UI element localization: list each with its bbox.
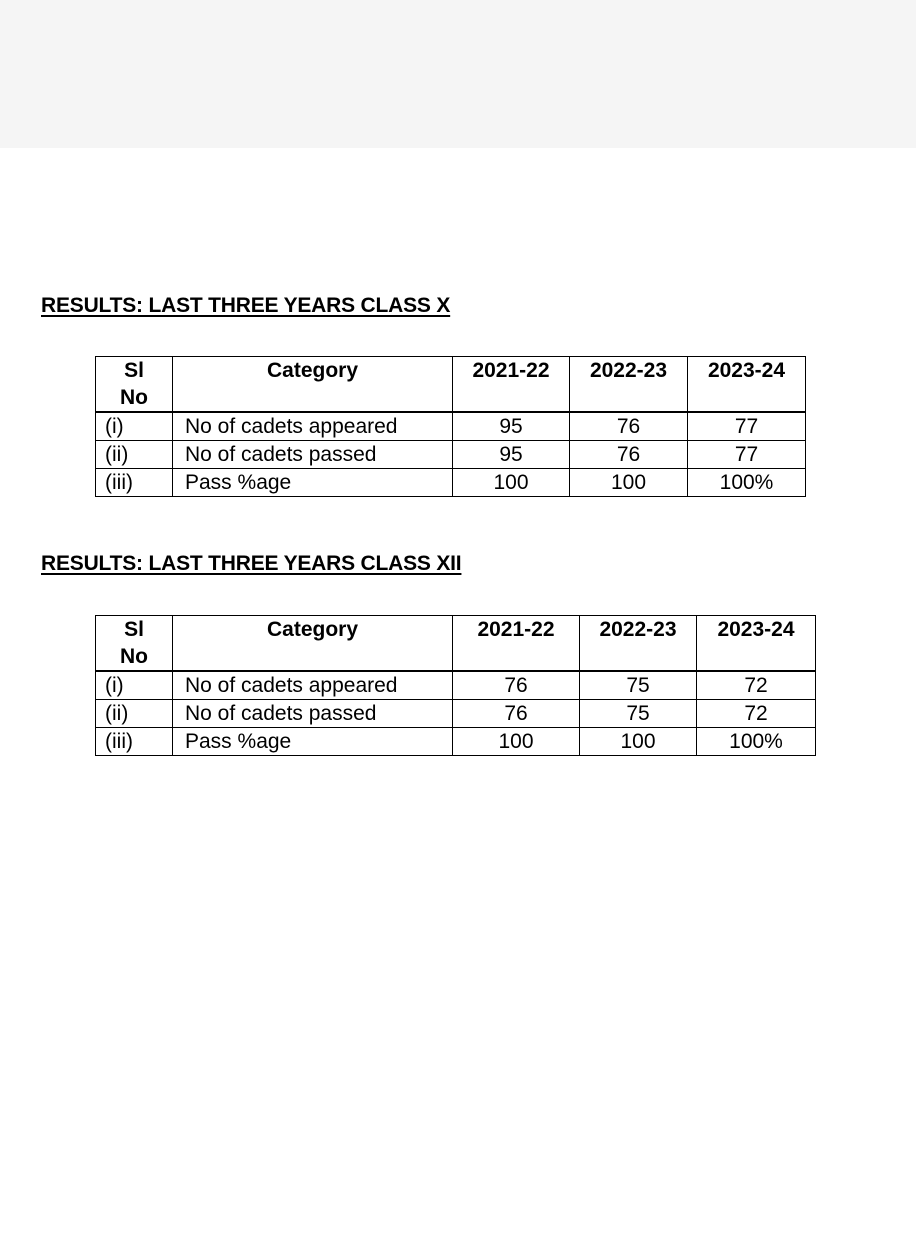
cell-year-2: 76 (570, 441, 688, 469)
cell-year-3: 100% (688, 469, 806, 497)
cell-year-2: 75 (580, 700, 697, 728)
header-year-2: 2022-23 (580, 616, 697, 672)
cell-year-3: 100% (697, 728, 816, 756)
cell-sl: (ii) (96, 441, 173, 469)
cell-year-1: 95 (453, 441, 570, 469)
table-row (96, 728, 816, 756)
table-header-row (96, 616, 816, 672)
header-category: Category (173, 616, 453, 672)
cell-category: Pass %age (173, 469, 453, 497)
cell-year-2: 75 (580, 671, 697, 700)
table-row (96, 469, 806, 497)
cell-sl: (ii) (96, 700, 173, 728)
header-sl-line2: No (120, 386, 148, 409)
cell-year-3: 72 (697, 700, 816, 728)
cell-year-1: 100 (453, 469, 570, 497)
cell-category: Pass %age (173, 728, 453, 756)
header-sl-no (96, 616, 173, 672)
header-year-3: 2023-24 (688, 357, 806, 413)
header-year-1: 2021-22 (453, 616, 580, 672)
table-row (96, 412, 806, 441)
cell-category: No of cadets appeared (173, 412, 453, 441)
cell-year-1: 76 (453, 700, 580, 728)
cell-year-3: 77 (688, 412, 806, 441)
section-title-class-x: RESULTS: LAST THREE YEARS CLASS X (41, 294, 451, 317)
cell-year-2: 76 (570, 412, 688, 441)
cell-year-3: 72 (697, 671, 816, 700)
table-row (96, 671, 816, 700)
section-title-class-xii: RESULTS: LAST THREE YEARS CLASS XII (41, 552, 462, 575)
header-year-3: 2023-24 (697, 616, 816, 672)
cell-sl: (iii) (96, 469, 173, 497)
header-sl-line2: No (120, 645, 148, 668)
cell-year-1: 100 (453, 728, 580, 756)
header-year-1: 2021-22 (453, 357, 570, 413)
header-category: Category (173, 357, 453, 413)
header-year-2: 2022-23 (570, 357, 688, 413)
cell-year-1: 76 (453, 671, 580, 700)
cell-year-3: 77 (688, 441, 806, 469)
cell-sl: (i) (96, 671, 173, 700)
table-row (96, 700, 816, 728)
cell-category: No of cadets passed (173, 441, 453, 469)
results-table-class-xii (95, 615, 816, 756)
results-table-class-x (95, 356, 806, 497)
table-header-row (96, 357, 806, 413)
header-sl-no (96, 357, 173, 413)
cell-category: No of cadets appeared (173, 671, 453, 700)
top-band (0, 0, 916, 148)
header-sl-line1: Sl (124, 618, 144, 641)
table-row (96, 441, 806, 469)
header-sl-line1: Sl (124, 359, 144, 382)
cell-sl: (i) (96, 412, 173, 441)
cell-year-2: 100 (580, 728, 697, 756)
cell-year-2: 100 (570, 469, 688, 497)
cell-sl: (iii) (96, 728, 173, 756)
cell-category: No of cadets passed (173, 700, 453, 728)
cell-year-1: 95 (453, 412, 570, 441)
